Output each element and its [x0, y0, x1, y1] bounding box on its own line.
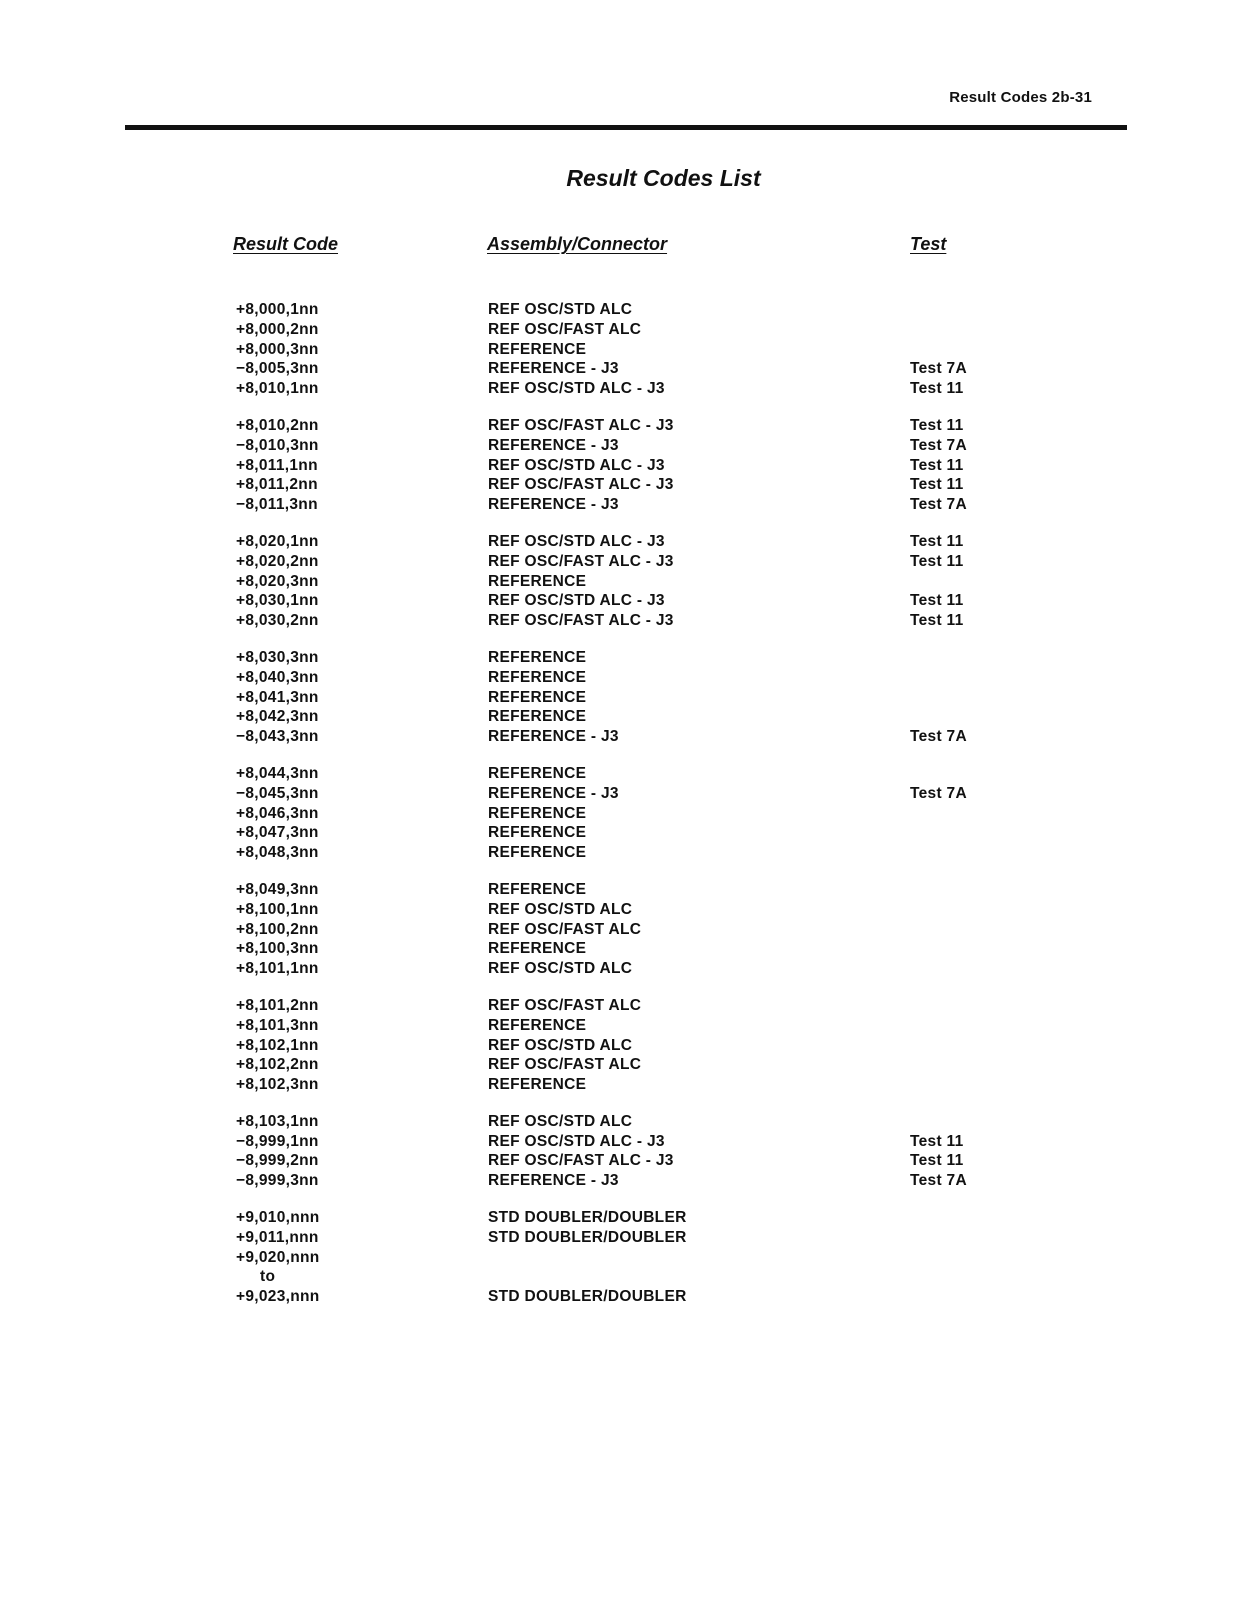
result-codes-table — [0, 301, 1237, 1325]
assembly-connector-cell: REF OSC/STD ALC — [488, 900, 633, 918]
row-group — [0, 997, 1237, 1096]
table-row — [0, 1209, 1237, 1229]
running-head: Result Codes 2b-31 — [949, 89, 1092, 106]
result-code-cell: +8,010,1nn — [236, 380, 319, 398]
table-row — [0, 940, 1237, 960]
table-row — [0, 360, 1237, 380]
result-code-cell: +8,101,2nn — [236, 996, 319, 1014]
row-group — [0, 649, 1237, 748]
table-row — [0, 573, 1237, 593]
table-row — [0, 921, 1237, 941]
result-code-cell: +8,020,3nn — [236, 572, 319, 590]
table-row — [0, 785, 1237, 805]
test-cell: Test 7A — [910, 728, 967, 746]
table-row — [0, 321, 1237, 341]
result-code-cell: −8,005,3nn — [236, 360, 319, 378]
assembly-connector-cell: REFERENCE — [488, 804, 587, 822]
result-code-cell: +8,100,2nn — [236, 920, 319, 938]
table-row — [0, 1288, 1237, 1308]
column-header-result-code: Result Code — [233, 234, 339, 254]
result-code-cell: +8,011,1nn — [236, 456, 318, 474]
assembly-connector-cell: REFERENCE — [488, 844, 587, 862]
result-code-cell: +8,044,3nn — [236, 764, 319, 782]
result-code-cell: to — [260, 1268, 276, 1286]
assembly-connector-cell: REFERENCE - J3 — [488, 1172, 619, 1190]
result-code-cell: −8,011,3nn — [236, 496, 318, 514]
assembly-connector-cell: REFERENCE — [488, 668, 587, 686]
assembly-connector-cell: REFERENCE — [488, 880, 587, 898]
assembly-connector-cell: REF OSC/FAST ALC — [488, 920, 642, 938]
assembly-connector-cell: REFERENCE — [488, 824, 587, 842]
table-row — [0, 380, 1237, 400]
table-row — [0, 824, 1237, 844]
table-row — [0, 301, 1237, 321]
assembly-connector-cell: STD DOUBLER/DOUBLER — [488, 1209, 687, 1227]
column-header-assembly-connector: Assembly/Connector — [487, 234, 668, 254]
assembly-connector-cell: REFERENCE — [488, 764, 587, 782]
assembly-connector-cell: REF OSC/FAST ALC - J3 — [488, 476, 674, 494]
table-row — [0, 1172, 1237, 1192]
row-group — [0, 301, 1237, 400]
assembly-connector-cell: REF OSC/STD ALC — [488, 301, 633, 318]
result-code-cell: +8,048,3nn — [236, 844, 319, 862]
assembly-connector-cell: STD DOUBLER/DOUBLER — [488, 1288, 687, 1306]
page-title: Result Codes List — [566, 165, 761, 191]
row-group — [0, 533, 1237, 632]
table-row — [0, 1037, 1237, 1057]
table-row — [0, 1133, 1237, 1153]
result-code-cell: +8,047,3nn — [236, 824, 319, 842]
result-code-cell: +8,041,3nn — [236, 688, 319, 706]
assembly-connector-cell: REFERENCE — [488, 688, 587, 706]
result-code-cell: −8,043,3nn — [236, 728, 319, 746]
table-row — [0, 553, 1237, 573]
table-row — [0, 997, 1237, 1017]
result-code-cell: +8,100,3nn — [236, 940, 319, 958]
test-cell: Test 11 — [910, 456, 964, 474]
test-cell: Test 11 — [910, 1132, 964, 1150]
result-code-cell: −8,999,3nn — [236, 1172, 319, 1190]
assembly-connector-cell: REFERENCE - J3 — [488, 728, 619, 746]
result-code-cell: +8,102,1nn — [236, 1036, 319, 1054]
assembly-connector-cell: REFERENCE - J3 — [488, 360, 619, 378]
result-code-cell: +8,100,1nn — [236, 900, 319, 918]
result-code-cell: +8,020,1nn — [236, 532, 319, 550]
table-row — [0, 805, 1237, 825]
result-code-cell: +8,000,1nn — [236, 301, 319, 318]
row-group — [0, 1209, 1237, 1308]
result-code-cell: +8,101,1nn — [236, 960, 319, 978]
test-cell: Test 11 — [910, 552, 964, 570]
result-code-cell: +9,011,nnn — [236, 1228, 319, 1246]
row-group — [0, 765, 1237, 864]
table-row — [0, 457, 1237, 477]
test-cell: Test 11 — [910, 476, 964, 494]
result-code-cell: +8,102,3nn — [236, 1076, 319, 1094]
table-row — [0, 612, 1237, 632]
assembly-connector-cell: REFERENCE - J3 — [488, 436, 619, 454]
assembly-connector-cell: REFERENCE — [488, 940, 587, 958]
table-row — [0, 689, 1237, 709]
test-cell: Test 11 — [910, 532, 964, 550]
result-code-cell: +8,000,2nn — [236, 320, 319, 338]
assembly-connector-cell: REF OSC/FAST ALC - J3 — [488, 416, 674, 434]
result-code-cell: +8,030,1nn — [236, 592, 319, 610]
assembly-connector-cell: REF OSC/STD ALC - J3 — [488, 532, 665, 550]
result-code-cell: +8,010,2nn — [236, 416, 319, 434]
test-cell: Test 7A — [910, 496, 967, 514]
row-group — [0, 417, 1237, 516]
test-cell: Test 11 — [910, 380, 964, 398]
table-row — [0, 649, 1237, 669]
result-code-cell: +8,042,3nn — [236, 708, 319, 726]
table-row — [0, 881, 1237, 901]
result-code-cell: +8,102,2nn — [236, 1056, 319, 1074]
assembly-connector-cell: REF OSC/STD ALC - J3 — [488, 380, 665, 398]
assembly-connector-cell: REFERENCE - J3 — [488, 784, 619, 802]
result-code-cell: +8,011,2nn — [236, 476, 318, 494]
assembly-connector-cell: REF OSC/FAST ALC - J3 — [488, 1152, 674, 1170]
assembly-connector-cell: REF OSC/FAST ALC - J3 — [488, 612, 674, 630]
table-row — [0, 844, 1237, 864]
assembly-connector-cell: REF OSC/STD ALC — [488, 960, 633, 978]
table-row — [0, 1056, 1237, 1076]
table-row — [0, 417, 1237, 437]
result-code-cell: +8,030,3nn — [236, 648, 319, 666]
assembly-connector-cell: REF OSC/STD ALC — [488, 1112, 633, 1130]
table-row — [0, 960, 1237, 980]
result-code-cell: +8,040,3nn — [236, 668, 319, 686]
test-cell: Test 7A — [910, 1172, 967, 1190]
result-code-cell: −8,010,3nn — [236, 436, 319, 454]
result-code-cell: +9,020,nnn — [236, 1248, 320, 1266]
table-row — [0, 765, 1237, 785]
assembly-connector-cell: REFERENCE — [488, 1076, 587, 1094]
test-cell: Test 11 — [910, 1152, 964, 1170]
table-row — [0, 437, 1237, 457]
table-row — [0, 1249, 1237, 1269]
test-cell: Test 7A — [910, 436, 967, 454]
result-code-cell: −8,999,2nn — [236, 1152, 319, 1170]
result-code-cell: +9,023,nnn — [236, 1288, 320, 1306]
result-code-cell: +8,046,3nn — [236, 804, 319, 822]
row-group — [0, 881, 1237, 980]
assembly-connector-cell: REFERENCE — [488, 648, 587, 666]
assembly-connector-cell: REF OSC/STD ALC — [488, 1036, 633, 1054]
table-row — [0, 901, 1237, 921]
assembly-connector-cell: REF OSC/FAST ALC - J3 — [488, 552, 674, 570]
result-code-cell: −8,045,3nn — [236, 784, 319, 802]
table-row — [0, 533, 1237, 553]
result-code-cell: +8,020,2nn — [236, 552, 319, 570]
assembly-connector-cell: REFERENCE — [488, 572, 587, 590]
row-group — [0, 1113, 1237, 1192]
assembly-connector-cell: REF OSC/FAST ALC — [488, 996, 642, 1014]
table-row — [0, 592, 1237, 612]
column-header-test: Test — [910, 234, 947, 254]
table-row — [0, 496, 1237, 516]
assembly-connector-cell: REFERENCE - J3 — [488, 496, 619, 514]
test-cell: Test 11 — [910, 416, 964, 434]
result-code-cell: −8,999,1nn — [236, 1132, 319, 1150]
result-code-cell: +8,101,3nn — [236, 1016, 319, 1034]
table-row — [0, 728, 1237, 748]
table-row — [0, 476, 1237, 496]
assembly-connector-cell: REF OSC/STD ALC - J3 — [488, 592, 665, 610]
assembly-connector-cell: REF OSC/STD ALC - J3 — [488, 456, 665, 474]
assembly-connector-cell: REFERENCE — [488, 708, 587, 726]
test-cell: Test 11 — [910, 592, 964, 610]
table-row — [0, 1113, 1237, 1133]
assembly-connector-cell: REF OSC/STD ALC - J3 — [488, 1132, 665, 1150]
table-row — [0, 1152, 1237, 1172]
table-row — [0, 669, 1237, 689]
table-row — [0, 341, 1237, 361]
header-rule — [125, 125, 1127, 130]
result-code-cell: +9,010,nnn — [236, 1209, 320, 1227]
table-row — [0, 1076, 1237, 1096]
table-row — [0, 1229, 1237, 1249]
assembly-connector-cell: REFERENCE — [488, 1016, 587, 1034]
result-code-cell: +8,103,1nn — [236, 1112, 319, 1130]
test-cell: Test 11 — [910, 612, 964, 630]
assembly-connector-cell: REF OSC/FAST ALC — [488, 320, 642, 338]
result-code-cell: +8,030,2nn — [236, 612, 319, 630]
table-row — [0, 708, 1237, 728]
table-row — [0, 1017, 1237, 1037]
table-row — [0, 1268, 1237, 1288]
assembly-connector-cell: REFERENCE — [488, 340, 587, 358]
test-cell: Test 7A — [910, 784, 967, 802]
result-code-cell: +8,049,3nn — [236, 880, 319, 898]
assembly-connector-cell: STD DOUBLER/DOUBLER — [488, 1228, 687, 1246]
assembly-connector-cell: REF OSC/FAST ALC — [488, 1056, 642, 1074]
test-cell: Test 7A — [910, 360, 967, 378]
result-code-cell: +8,000,3nn — [236, 340, 319, 358]
